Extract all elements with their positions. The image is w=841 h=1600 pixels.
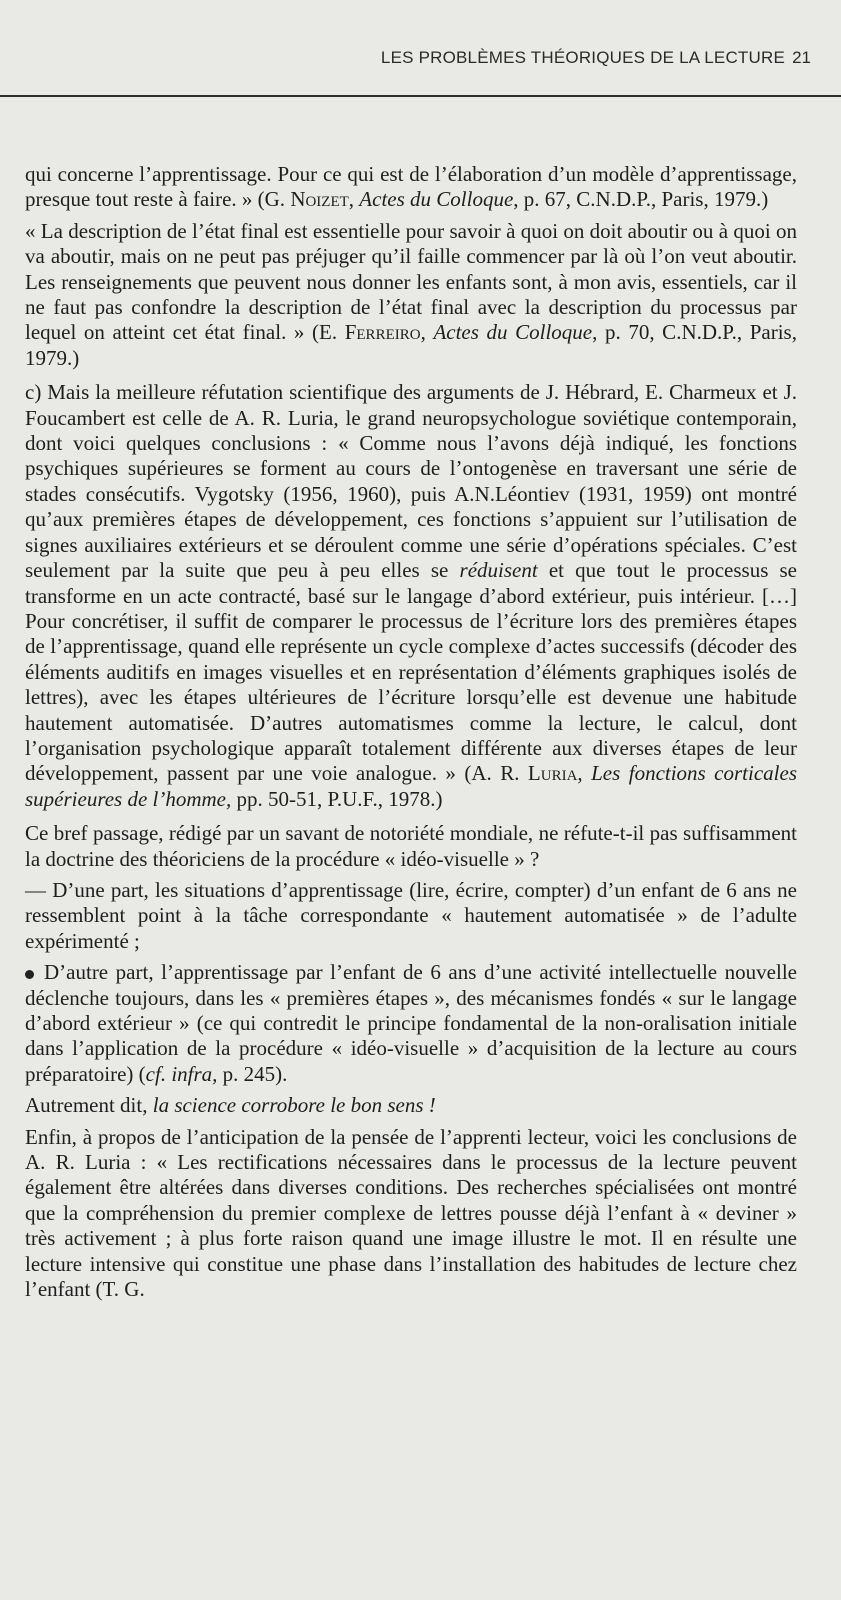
author-name: Luria [527,761,578,786]
work-title: Actes du Colloque [359,187,514,212]
paragraph-luria-anticipation: Enfin, à propos de l’anticipation de la pensée de l’apprenti lecteur, voici les conclusions de A. R. Luria : « Les rectifications nécessaires dans le processus de la lecture peuvent également être altérées dans diverses conditions. Des recherches spécialisées ont montré que la compréhension du premier complexe de lettres pousse déjà l’enfant à « deviner » très activement ; à plus forte raison quand une image illustre le mot. Il en résulte une lecture intensive qui constitue une phase dans l’installation des habitudes de lecture chez l’enfant (T. G. [25,1124,797,1302]
paragraph-noizet-quote: qui concerne l’apprentissage. Pour ce qui est de l’élaboration d’un modèle d’apprentissage, presque tout reste à faire. » (G. Noizet, Actes du Colloque, p. 67, C.N.D.P., Paris, 1979.) [25,162,797,212]
header-rule [0,95,841,97]
paragraph-luria-quote: c) Mais la meilleure réfutation scientifique des arguments de J. Hébrard, E. Charmeux et J. Foucambert est celle de A. R. Luria, le grand neuropsychologue soviétique contemporain, dont voici quelques conclusions : « Comme nous l’avons déjà indiqué, les fonctions psychiques supérieures se forment au cours de l’ontogenèse en traversant une série de stades consécutifs. Vygotsky (1956, 1960), puis A.N.Léontiev (1931, 1959) ont montré qu’aux premières étapes de développement, ces fonctions s’appuient sur l’utilisation de signes auxiliaires extérieurs et se déroulent comme une série d’opérations spéciales. C’est seulement par la suite que peu à peu elles se réduisent et que tout le processus se transforme en un acte contracté, basé sur le langage d’abord extérieur, puis intérieur. […] Pour concrétiser, il suffit de comparer le processus de l’écriture lors des premières étapes de l’apprentissage, quand elle représente un cycle complexe d’actes successifs (décoder des éléments auditifs en images visuelles et en représentation d’éléments graphiques isolés de lettres), avec les étapes ultérieures de l’écriture lorsqu’elle est devenue une habitude hautement automatisée. D’autres automatismes comme la lecture, le calcul, dont l’organisation psychologique apparaît totalement différente aux diverses étapes de leur développement, passent par une voie analogue. » (A. R. Luria, Les fonctions corticales supérieures de l’homme, pp. 50-51, P.U.F., 1978.) [25,380,798,811]
paragraph-second-point: D’autre part, l’apprentissage par l’enfant de 6 ans d’une activité intellectuelle nouvelle déclenche toujours, dans les « premières étapes », des mécanismes fondés « sur le langage d’abord extérieur » (ce qui contredit le principe fondamental de la non-oralisation initiale dans l’application de la procédure « idéo-visuelle » d’acquisition de la lecture au cours préparatoire) (cf. infra, p. 245). [25,960,797,1086]
paragraph-question: Ce bref passage, rédigé par un savant de notoriété mondiale, ne réfute-t-il pas suffisamment la doctrine des théoriciens de la procédure « idéo-visuelle » ? [25,821,797,871]
work-title: Les fonctions corticales supérieures de l’homme, [25,761,797,811]
page-header [0,0,841,98]
body-text [25,162,797,1311]
emphasis-science: la science corrobore le bon sens ! [152,1093,436,1118]
paragraph-conclusion: Autrement dit, la science corrobore le bon sens ! [25,1093,436,1118]
work-title: Actes du Colloque [433,320,593,345]
emphasis-reduisent: réduisent [459,558,538,583]
running-head: LES PROBLÈMES THÉORIQUES DE LA LECTURE [380,48,785,67]
paragraph-first-point: — D’une part, les situations d’apprentissage (lire, écrire, compter) d’un enfant de 6 ans ne ressemblent point à la tâche correspondante « hautement automatisée » de l’adulte expérimenté ; [25,877,797,953]
author-name: Noizet [290,187,349,212]
bullet-icon [25,970,34,979]
author-name: Ferreiro [344,320,421,345]
page-number: 21 [792,48,811,67]
cross-reference: cf. infra, [145,1061,218,1086]
paragraph-ferreiro-quote: « La description de l’état final est essentielle pour savoir à quoi on doit aboutir ou à quoi on va aboutir, mais on ne peut pas préjuger qu’il faille commencer par là où l’on veut aboutir. Les renseignements que peuvent nous donner les enfants sont, à mon avis, essentiels, car il ne faut pas confondre la description de l’état final avec la description du processus par lequel on atteint cet état final. » (E. Ferreiro, Actes du Colloque, p. 70, C.N.D.P., Paris, 1979.) [25,218,797,370]
